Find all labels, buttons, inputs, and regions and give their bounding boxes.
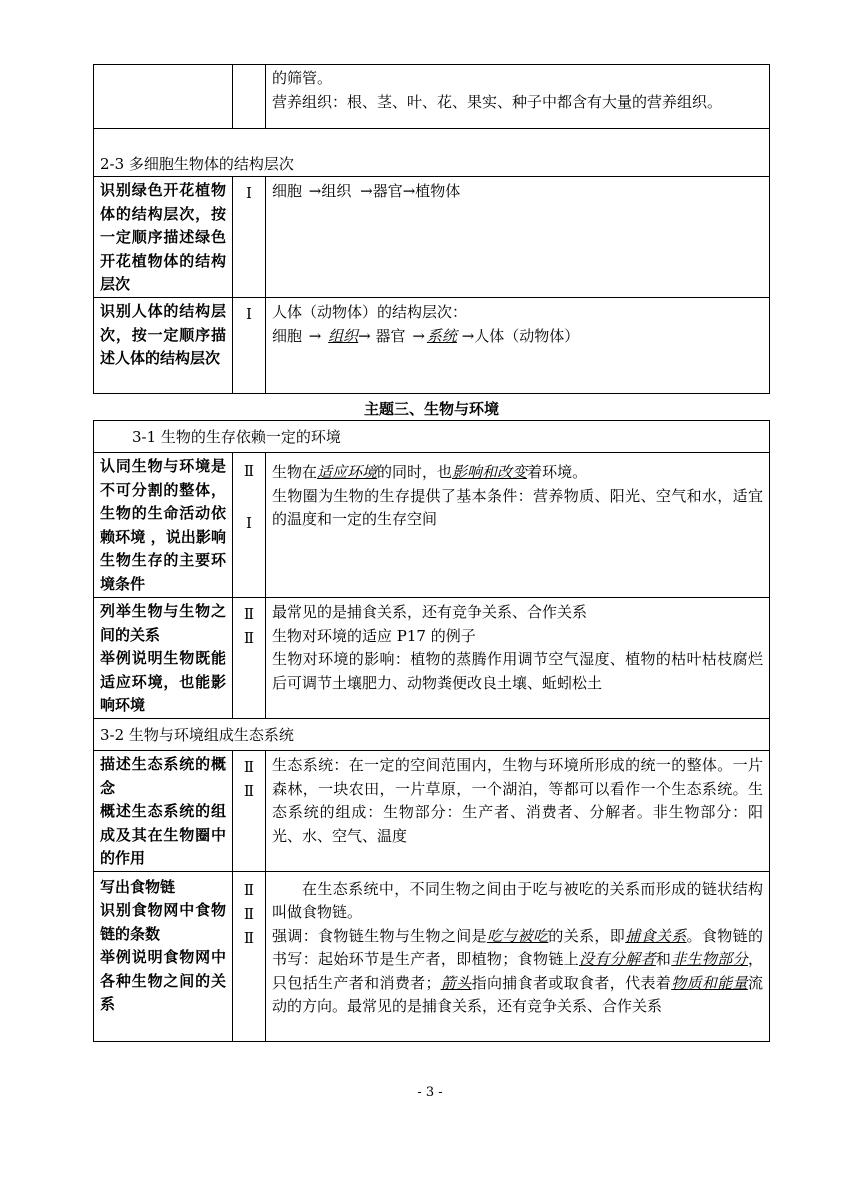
underlined-term: 系统 [426, 326, 457, 345]
content-part: 强调：食物链生物与生物之间是 [272, 926, 487, 945]
content-part: 的关系，即 [548, 926, 626, 945]
objective-line: 概述生态系统的组成及其在生物圈中的作用 [100, 802, 226, 867]
content-part: →人体（动物体） [461, 326, 580, 345]
content-part: → [308, 326, 322, 345]
table-row [94, 598, 770, 719]
underlined-term: 捕食关系 [625, 926, 687, 945]
table-row [94, 453, 770, 598]
section-title: 3-2 生物与环境组成生态系统 [100, 725, 294, 744]
content-line: 生物圈为生物的生存提供了基本条件：营养物质、阳光、空气和水，适宜的温度和一定的生存空间 [272, 486, 763, 528]
content-cell [266, 177, 770, 298]
content-part: → [412, 326, 425, 345]
table-row [94, 65, 770, 129]
page-number: - 3 - [417, 1085, 443, 1100]
content-part: 细胞 [272, 182, 303, 200]
content-line: 最常见的是捕食关系，还有竞争关系、合作关系 [272, 603, 588, 621]
underlined-term: 影响和改变 [452, 463, 528, 481]
objective-line: 举例说明生物既能适应环境，也能影响环境 [100, 649, 226, 714]
objective-line: 描述生态系统的概念 [100, 755, 226, 797]
content-part: ，只包括生产者和消费者； [272, 950, 763, 992]
level-cell: Ⅰ [233, 177, 266, 298]
content-line: 营养组织：根、茎、叶、花、果实、种子中都含有大量的营养组织。 [272, 92, 723, 111]
content-part: 和 [655, 950, 672, 968]
content-part: →器官→植物体 [360, 182, 461, 200]
content-line [272, 325, 763, 349]
content-line: 生物对环境的影响：植物的蒸腾作用调节空气湿度、植物的枯叶枯枝腐烂后可调节土壤肥力、动物粪便改良土壤、蚯蚓松土 [272, 650, 763, 692]
objective-cell [94, 598, 233, 719]
content-cell [266, 298, 770, 394]
table-row [94, 751, 770, 872]
theme-title: 主题三、生物与环境 [363, 400, 499, 418]
objective-line: 列举生物与生物之间的关系 [100, 602, 226, 644]
content-paragraph [272, 925, 763, 1019]
content-part: → [358, 326, 371, 345]
content-part: 指向捕食者或取食者，代表着 [471, 973, 672, 992]
level-value: Ⅱ [243, 928, 255, 947]
content-part: 。食物链的书写：起始环节是生产者，即植物；食物链上 [272, 926, 763, 968]
objective-cell [94, 871, 233, 1041]
level-cell [233, 453, 266, 598]
underlined-term: 没有分解者 [579, 950, 656, 968]
content-part: 生物在 [272, 463, 318, 481]
section-row [94, 129, 770, 177]
level-value: Ⅱ [243, 880, 255, 899]
content-paragraph: 在生态系统中，不同生物之间由于吃与被吃的关系而形成的链状结构叫做食物链。 [272, 879, 763, 921]
content-part: 的同时，也 [377, 463, 453, 481]
content-part: 流动的方向。最常见的是捕食关系，还有竞争关系、合作关系 [272, 973, 763, 1015]
level-cell [233, 598, 266, 719]
content-line: 人体（动物体）的结构层次： [272, 303, 468, 321]
section-row [94, 719, 770, 751]
section-row [94, 421, 770, 453]
level-cell [233, 871, 266, 1041]
content-cell [266, 453, 770, 598]
content-cell: 生态系统：在一定的空间范围内，生物与环境所形成的统一的整体。一片森林，一块农田，一片草原，一个湖泊，等都可以看作一个生态系统。生态系统的组成：生物部分：生产者、消费者、分解者。非生物部分：阳光、水、空气、温度 [266, 751, 770, 872]
objective-line: 写出食物链 [100, 877, 176, 896]
content-cell [266, 65, 770, 129]
content-line [272, 461, 763, 485]
underlined-term: 吃与被吃 [486, 926, 549, 945]
underlined-term: 组织 [328, 326, 359, 345]
level-cell: Ⅰ [233, 298, 266, 394]
table-organisms-environment [93, 420, 770, 1042]
content-cell [266, 871, 770, 1041]
underlined-term: 箭头 [440, 973, 472, 992]
objective-cell: 认同生物与环境是不可分割的整体，生物的生命活动依赖环境 ，说出影响生物生存的主要环境条件 [94, 453, 233, 598]
level-value: Ⅱ [243, 605, 255, 623]
objective-cell: 识别绿色开花植物体的结构层次，按一定顺序描述绿色开花植物体的结构层次 [94, 177, 233, 298]
content-line: 的筛管。 [272, 69, 333, 87]
level-value: Ⅱ [243, 462, 255, 480]
content-part: →组织 [308, 182, 352, 200]
table-row [94, 177, 770, 298]
objective-line: 举例说明食物网中各种生物之间的关系 [100, 948, 226, 1013]
objective-cell: 识别人体的结构层次，按一定顺序描述人体的结构层次 [94, 298, 233, 394]
level-value: Ⅱ [243, 758, 255, 776]
content-part: 着环境。 [527, 463, 588, 481]
underlined-term: 物质和能量 [671, 973, 748, 992]
objective-cell [94, 751, 233, 872]
content-line: 生物对环境的适应 P17 的例子 [272, 626, 476, 645]
table-row [94, 871, 770, 1041]
level-value: Ⅰ [246, 514, 252, 532]
level-value: Ⅱ [243, 629, 255, 647]
section-title: 2-3 多细胞生物体的结构层次 [100, 155, 294, 173]
content-cell [266, 598, 770, 719]
table-structure-levels [93, 64, 770, 394]
content-part: 细胞 [272, 326, 303, 345]
level-value: Ⅱ [243, 904, 255, 923]
level-cell [233, 751, 266, 872]
underlined-term: 适应环境 [317, 463, 378, 481]
objective-line: 识别食物网中食物链的条数 [100, 901, 226, 943]
section-title: 3-1 生物的生存依赖一定的环境 [132, 427, 341, 446]
level-value: Ⅱ [243, 782, 255, 800]
content-part: 器官 [375, 326, 406, 345]
table-row [94, 298, 770, 394]
underlined-term: 非生物部分 [671, 950, 748, 968]
